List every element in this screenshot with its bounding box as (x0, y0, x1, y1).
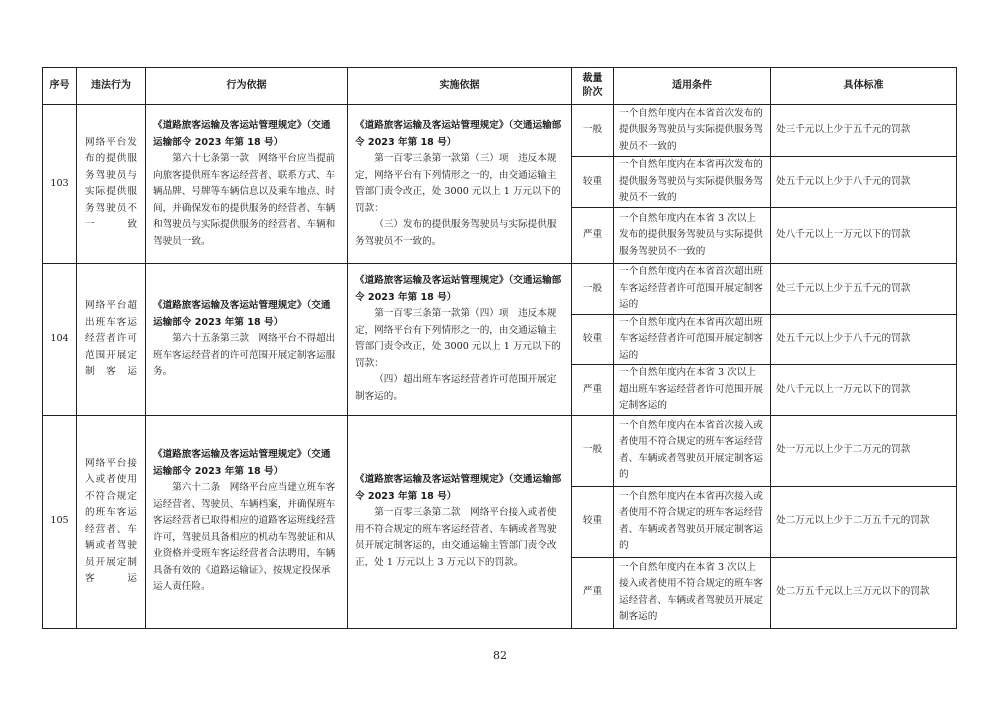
basis-law-title: 《道路旅客运输及客运站管理规定》（交通运输部令 2023 年第 18 号） (153, 300, 331, 328)
implementation-law-title: 《道路旅客运输及客运站管理规定》（交通运输部令 2023 年第 18 号） (355, 474, 562, 502)
level-cell: 一般 (572, 105, 614, 157)
level-cell: 一般 (572, 415, 614, 486)
level-cell: 严重 (572, 557, 614, 628)
level-cell: 较重 (572, 157, 614, 208)
level-cell: 严重 (572, 365, 614, 416)
header-violation: 违法行为 (77, 68, 146, 105)
standard-cell: 处三千元以上少于五千元的罚款 (771, 264, 957, 315)
level-cell: 较重 (572, 486, 614, 557)
penalty-discretion-table (42, 67, 957, 629)
basis-law-title: 《道路旅客运输及客运站管理规定》（交通运输部令 2023 年第 18 号） (153, 120, 331, 148)
basis-cell (146, 264, 348, 416)
table-row (43, 264, 957, 315)
table-row (43, 415, 957, 486)
standard-cell: 处五千元以上少于八千元的罚款 (771, 157, 957, 208)
condition-cell: 一个自然年度内在本省 3 次以上超出班车客运经营者许可范围开展定制客运的 (614, 365, 771, 416)
implementation-text: 第一百零三条第一款第（三）项 违反本规定，网络平台有下列情形之一的，由交通运输主管部门责令改正，处 3000 元以上 1 万元以下的罚款： (355, 153, 561, 214)
basis-cell (146, 105, 348, 264)
standard-cell: 处二万元以上少于二万五千元的罚款 (771, 486, 957, 557)
implementation-cell (348, 105, 572, 264)
basis-law-title: 《道路旅客运输及客运站管理规定》（交通运输部令 2023 年第 18 号） (153, 449, 331, 477)
condition-cell: 一个自然年度内在本省首次接入或者使用不符合规定的班车客运经营者、车辆或者驾驶员开展定制客运的 (614, 415, 771, 486)
basis-text: 第六十五条第三款 网络平台不得超出班车客运经营者的许可范围开展定制客运服务。 (153, 333, 336, 377)
condition-cell: 一个自然年度内在本省再次超出班车客运经营者许可范围开展定制客运的 (614, 314, 771, 365)
condition-cell: 一个自然年度内在本省 3 次以上发布的提供服务驾驶员与实际提供服务驾驶员不一致的 (614, 208, 771, 264)
header-level: 裁量阶次 (572, 68, 614, 105)
basis-text: 第六十二条 网络平台应当建立班车客运经营者、驾驶员、车辆档案，并确保班车客运经营者已取得相应的道路客运班线经营许可，驾驶员具备相应的机动车驾驶证和从业资格并受班车客运经营者合法聘用，车辆具备有效的《道路运输证》、按规定投保承运人责任险。 (153, 482, 336, 593)
header-index: 序号 (43, 68, 77, 105)
implementation-law-title: 《道路旅客运输及客运站管理规定》（交通运输部令 2023 年第 18 号） (355, 275, 562, 303)
standard-cell: 处八千元以上一万元以下的罚款 (771, 208, 957, 264)
header-condition: 适用条件 (614, 68, 771, 105)
implementation-cell (348, 415, 572, 628)
implementation-text: 第一百零三条第二款 网络平台接入或者使用不符合规定的班车客运经营者、车辆或者驾驶员开展定制客运的，由交通运输主管部门责令改正，处 1 万元以上 3 万元以下的罚款。 (355, 507, 557, 568)
table-header-row (43, 68, 957, 105)
level-cell: 严重 (572, 208, 614, 264)
implementation-cell (348, 264, 572, 416)
implementation-item: （四）超出班车客运经营者许可范围开展定制客运的。 (355, 374, 557, 402)
condition-cell: 一个自然年度内在本省首次超出班车客运经营者许可范围开展定制客运的 (614, 264, 771, 315)
violation-cell: 网络平台发布的提供服务驾驶员与实际提供服务驾驶员不一致 (77, 105, 146, 264)
header-standard: 具体标准 (771, 68, 957, 105)
condition-cell: 一个自然年度内在本省再次发布的提供服务驾驶员与实际提供服务驾驶员不一致的 (614, 157, 771, 208)
condition-cell: 一个自然年度内在本省再次接入或者使用不符合规定的班车客运经营者、车辆或者驾驶员开展定制客运的 (614, 486, 771, 557)
standard-cell: 处二万五千元以上三万元以下的罚款 (771, 557, 957, 628)
table-row (43, 105, 957, 157)
row-index: 103 (43, 105, 77, 264)
basis-text: 第六十七条第一款 网络平台应当提前向旅客提供班车客运经营者、联系方式、车辆品牌、号牌等车辆信息以及乘车地点、时间，并确保发布的提供服务的经营者、车辆和驾驶员与实际提供服务的经营者、车辆和驾驶员一致。 (153, 153, 336, 247)
condition-cell: 一个自然年度内在本省 3 次以上接入或者使用不符合规定的班车客运经营者、车辆或者驾驶员开展定制客运的 (614, 557, 771, 628)
page-number: 82 (493, 649, 507, 662)
implementation-law-title: 《道路旅客运输及客运站管理规定》（交通运输部令 2023 年第 18 号） (355, 120, 562, 148)
level-cell: 一般 (572, 264, 614, 315)
violation-cell: 网络平台接入或者使用不符合规定的班车客运经营者、车辆或者驾驶员开展定制客运 (77, 415, 146, 628)
row-index: 104 (43, 264, 77, 416)
row-index: 105 (43, 415, 77, 628)
standard-cell: 处三千元以上少于五千元的罚款 (771, 105, 957, 157)
basis-cell (146, 415, 348, 628)
standard-cell: 处八千元以上一万元以下的罚款 (771, 365, 957, 416)
violation-cell: 网络平台超出班车客运经营者许可范围开展定制客运 (77, 264, 146, 416)
level-cell: 较重 (572, 314, 614, 365)
condition-cell: 一个自然年度内在本省首次发布的提供服务驾驶员与实际提供服务驾驶员不一致的 (614, 105, 771, 157)
implementation-text: 第一百零三条第一款第（四）项 违反本规定，网络平台有下列情形之一的，由交通运输主管部门责令改正，处 3000 元以上 1 万元以下的罚款： (355, 308, 561, 369)
header-basis: 行为依据 (146, 68, 348, 105)
standard-cell: 处一万元以上少于二万元的罚款 (771, 415, 957, 486)
implementation-item: （三）发布的提供服务驾驶员与实际提供服务驾驶员不一致的。 (355, 219, 557, 247)
header-implementation: 实施依据 (348, 68, 572, 105)
standard-cell: 处五千元以上少于八千元的罚款 (771, 314, 957, 365)
